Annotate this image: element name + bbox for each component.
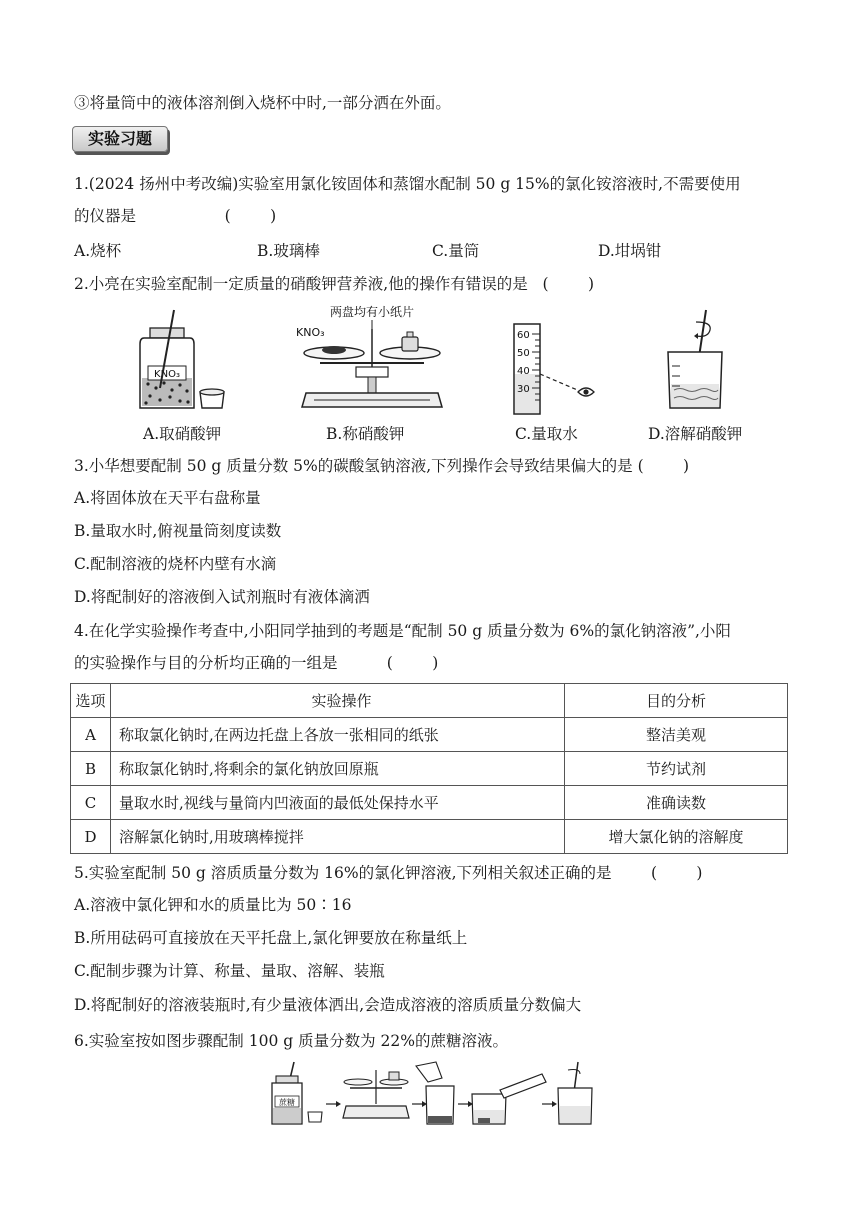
table-cell-option: D bbox=[71, 820, 111, 854]
table-header-operation: 实验操作 bbox=[111, 684, 565, 718]
table-row bbox=[71, 786, 788, 820]
q6-jar-label-text: 蔗糖 bbox=[279, 1098, 295, 1107]
q2-stem: 2.小亮在实验室配制一定质量的硝酸钾营养液,他的操作有错误的是 ( ) bbox=[74, 275, 595, 293]
q3-stem: 3.小华想要配制 50 g 质量分数 5%的碳酸氢钠溶液,下列操作会导致结果偏大的是 ( ) bbox=[74, 457, 690, 475]
q6-step-stir bbox=[558, 1062, 592, 1124]
table-header-row bbox=[71, 684, 788, 718]
tick-label-50: 50 bbox=[517, 348, 530, 359]
q6-step-add-solid bbox=[416, 1062, 454, 1124]
q1-line1: 1.(2024 扬州中考改编)实验室用氯化铵固体和蒸馏水配制 50 g 15%的氯化铵溶液时,不需要使用 bbox=[74, 175, 741, 193]
table-cell-operation: 称取氯化钠时,在两边托盘上各放一张相同的纸张 bbox=[111, 718, 565, 752]
q2-figure-c bbox=[508, 320, 598, 416]
q6-step-balance bbox=[343, 1070, 409, 1118]
q6-stem: 6.实验室按如图步骤配制 100 g 质量分数为 22%的蔗糖溶液。 bbox=[74, 1032, 508, 1050]
q5-stem: 5.实验室配制 50 g 溶质质量分数为 16%的氯化钾溶液,下列相关叙述正确的是 ( ) bbox=[74, 864, 703, 882]
q6-dish bbox=[308, 1112, 322, 1122]
q1-line2: 的仪器是 ( ) bbox=[74, 207, 277, 225]
q2-figure-a bbox=[130, 308, 230, 416]
q3-option-a: A.将固体放在天平右盘称量 bbox=[74, 489, 261, 507]
table-cell-option: C bbox=[71, 786, 111, 820]
table-header-option: 选项 bbox=[71, 684, 111, 718]
tick-label-60: 60 bbox=[517, 330, 530, 341]
q6-weight bbox=[389, 1072, 399, 1080]
table-header-purpose: 目的分析 bbox=[565, 684, 788, 718]
table-cell-purpose: 节约试剂 bbox=[565, 752, 788, 786]
q1-option-b: B.玻璃棒 bbox=[257, 242, 320, 260]
q6-beaker-1-solid bbox=[428, 1116, 452, 1123]
q1-option-a: A.烧杯 bbox=[74, 242, 122, 260]
q1-option-c: C.量筒 bbox=[432, 242, 480, 260]
jar-solid bbox=[142, 378, 192, 406]
q2-caption-d: D.溶解硝酸钾 bbox=[648, 425, 743, 443]
sample-on-paper bbox=[322, 346, 346, 354]
beaker-solution bbox=[671, 384, 719, 407]
q5-option-b: B.所用砝码可直接放在天平托盘上,氯化钾要放在称量纸上 bbox=[74, 929, 468, 947]
q6-left-pan bbox=[344, 1079, 372, 1085]
table-cell-purpose: 整洁美观 bbox=[565, 718, 788, 752]
table-cell-option: A bbox=[71, 718, 111, 752]
q2-figure-d bbox=[660, 308, 730, 416]
q3-option-d: D.将配制好的溶液倒入试剂瓶时有液体滴洒 bbox=[74, 588, 370, 606]
tick-label-40: 40 bbox=[517, 366, 530, 377]
jar-lid bbox=[150, 328, 184, 338]
q2-caption-a: A.取硝酸钾 bbox=[143, 425, 222, 443]
table-row bbox=[71, 718, 788, 752]
q5-option-a: A.溶液中氯化钾和水的质量比为 50∶16 bbox=[74, 896, 352, 914]
table-cell-option: B bbox=[71, 752, 111, 786]
q4-table bbox=[70, 683, 788, 854]
weight-block bbox=[402, 337, 418, 351]
q6-balance-base bbox=[343, 1106, 409, 1118]
q6-paper bbox=[416, 1062, 442, 1082]
q2-caption-c: C.量取水 bbox=[515, 425, 578, 443]
q5-option-d: D.将配制好的溶液装瓶时,有少量液体洒出,会造成溶液的溶质质量分数偏大 bbox=[74, 996, 582, 1014]
q3-option-c: C.配制溶液的烧杯内壁有水滴 bbox=[74, 555, 277, 573]
weight-knob bbox=[407, 332, 413, 337]
q6-beaker-3-solution bbox=[560, 1106, 590, 1123]
q2-figure-b bbox=[290, 303, 450, 416]
q6-beaker-2-solid bbox=[478, 1118, 490, 1123]
q6-cylinder bbox=[500, 1074, 546, 1098]
q6-step-add-water bbox=[472, 1074, 546, 1124]
jar-label-text: KNO₃ bbox=[154, 369, 180, 380]
arrowhead-icon bbox=[336, 1101, 341, 1107]
balance-column bbox=[368, 377, 376, 393]
table-row bbox=[71, 752, 788, 786]
table-cell-purpose: 增大氯化钠的溶解度 bbox=[565, 820, 788, 854]
q5-option-c: C.配制步骤为计算、称量、量取、溶解、装瓶 bbox=[74, 962, 385, 980]
q1-option-d: D.坩埚钳 bbox=[598, 242, 662, 260]
q4-line2: 的实验操作与目的分析均正确的一组是 ( ) bbox=[74, 654, 439, 672]
balance-scale-plate bbox=[356, 367, 388, 377]
table-cell-purpose: 准确读数 bbox=[565, 786, 788, 820]
q1-options bbox=[74, 240, 774, 262]
table-cell-operation: 溶解氯化钠时,用玻璃棒搅拌 bbox=[111, 820, 565, 854]
weighing-dish-rim bbox=[200, 389, 224, 395]
intro-line: ③将量筒中的液体溶剂倒入烧杯中时,一部分洒在外面。 bbox=[74, 94, 451, 112]
table-row bbox=[71, 820, 788, 854]
section-title: 实验习题 bbox=[87, 129, 152, 148]
balance-top-label: 两盘均有小纸片 bbox=[329, 305, 415, 319]
tick-label-30: 30 bbox=[517, 384, 530, 395]
q6-jar-solid bbox=[273, 1108, 301, 1123]
q4-line1: 4.在化学实验操作考查中,小阳同学抽到的考题是“配制 50 g 质量分数为 6%的氯化钠溶液”,小阳 bbox=[74, 622, 731, 640]
q6-figure bbox=[266, 1060, 596, 1128]
eye-pupil bbox=[583, 389, 588, 394]
sight-line bbox=[540, 374, 582, 392]
q6-jar-lid bbox=[276, 1076, 298, 1083]
section-banner bbox=[72, 126, 168, 154]
q2-caption-b: B.称硝酸钾 bbox=[326, 425, 405, 443]
q6-step-jar bbox=[272, 1062, 322, 1124]
rotation-arrowhead bbox=[694, 333, 698, 339]
q3-option-b: B.量取水时,俯视量筒刻度读数 bbox=[74, 522, 282, 540]
table-cell-operation: 称取氯化钠时,将剩余的氯化钠放回原瓶 bbox=[111, 752, 565, 786]
balance-left-label: KNO₃ bbox=[296, 326, 325, 339]
q6-stir-arrow bbox=[568, 1070, 580, 1075]
arrowhead-icon bbox=[552, 1101, 557, 1107]
table-cell-operation: 量取水时,视线与量筒内凹液面的最低处保持水平 bbox=[111, 786, 565, 820]
